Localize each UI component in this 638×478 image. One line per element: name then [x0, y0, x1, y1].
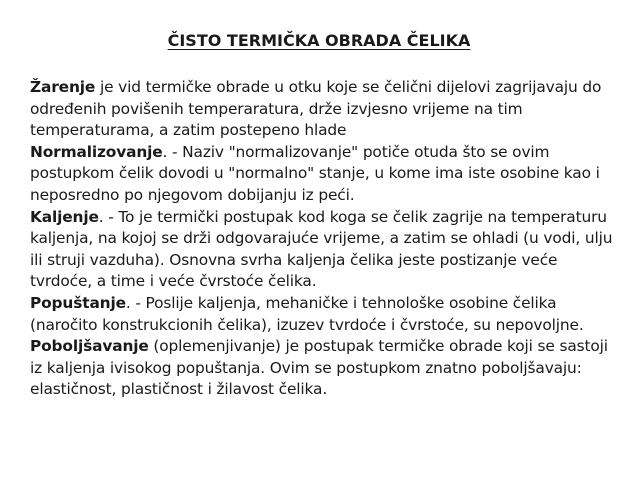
term-zarenje: Žarenje [30, 78, 96, 96]
definition-kaljenje: . - To je termički postupak kod koga se čelik zagrije na temperaturu kaljenja, na kojoj se drži odgovarajuće vrijeme, a zatim se ohladi (u vodi, ulju ili struji vazduha). Osnovna svrha kaljenja čelika jeste postizanje veće tvrdoće, a time i veće čvrstoće čelika. [30, 207, 613, 291]
definition-poboljsavanje: (oplemenjivanje) je postupak termičke obrade koji se sastoji iz kaljenja ivisokog popuštanja. Ovim se postupkom znatno poboljšavaju: elastičnost, plastičnost i žilavost čelika. [30, 337, 608, 399]
term-poboljsavanje: Poboljšavanje [30, 337, 149, 356]
paragraph-zarenje [30, 77, 620, 142]
slide-title-text: ČISTO TERMIČKA OBRADA ČELIKA [167, 31, 471, 50]
paragraph-popustanje [30, 293, 620, 336]
term-normalizovanje: Normalizovanje [30, 142, 163, 161]
paragraph-poboljsavanje [30, 336, 620, 401]
term-kaljenje: Kaljenje [30, 207, 99, 226]
definition-normalizovanje: . - Naziv "normalizovanje" potiče otuda što se ovim postupkom čelik dovodi u "normalno" stanje, u kome ima iste osobine kao i neposredno po njegovom dobijanju iz peći. [30, 142, 600, 204]
definition-zarenje: je vid termičke obrade u otku koje se čelični dijelovi zagrijavaju do određenih povišenih temperaratura, drže izvjesno vrijeme na tim temperaturama, a zatim postepeno hlade [30, 78, 602, 140]
slide-title [0, 31, 638, 51]
term-popustanje: Popuštanje [30, 293, 126, 312]
definition-popustanje: . - Poslije kaljenja, mehaničke i tehnološke osobine čelika (naročito konstrukcionih čelika), izuzev tvrdoće i čvrstoće, su nepovoljne. [30, 293, 584, 334]
paragraph-kaljenje [30, 207, 620, 293]
paragraph-normalizovanje [30, 142, 620, 207]
slide-body [30, 77, 620, 401]
